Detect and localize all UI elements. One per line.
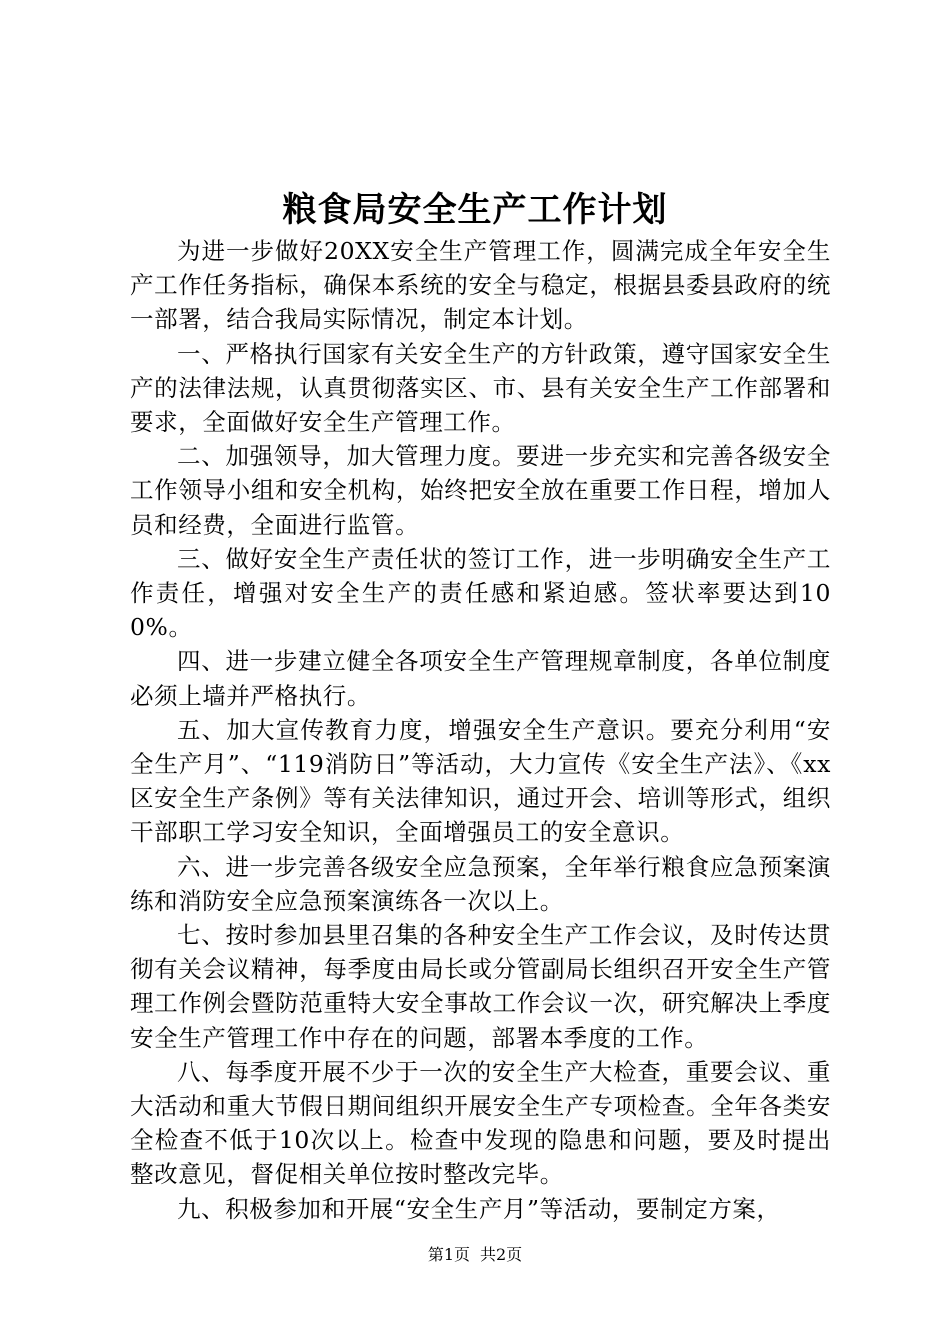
document-body [130,234,831,1226]
paragraph-item-8: 八、每季度开展不少于一次的安全生产大检查，重要会议、重大活动和重大节假日期间组织开展安全生产专项检查。全年各类安全检查不低于10次以上。检查中发现的隐患和问题，要及时提出整改意见，督促相关单位按时整改完毕。 [130,1057,831,1189]
page-footer [0,1244,950,1266]
paragraph-item-1: 一、严格执行国家有关安全生产的方针政策，遵守国家安全生产的法律法规，认真贯彻落实区、市、县有关安全生产工作部署和要求，全面做好安全生产管理工作。 [130,339,831,437]
paragraph-item-7: 七、按时参加县里召集的各种安全生产工作会议，及时传达贯彻有关会议精神，每季度由局长或分管副局长组织召开安全生产管理工作例会暨防范重特大安全事故工作会议一次，研究解决上季度安全生产管理工作中存在的问题，部署本季度的工作。 [130,921,831,1052]
page-number: 第1页 [427,1245,470,1264]
paragraph-item-9: 九、积极参加和开展“安全生产月”等活动，要制定方案， [177,1194,781,1223]
paragraph-item-2: 二、加强领导，加大管理力度。要进一步充实和完善各级安全工作领导小组和安全机构，始终把安全放在重要工作日程，增加人员和经费，全面进行监管。 [130,442,831,539]
paragraph-item-6: 六、进一步完善各级安全应急预案，全年举行粮食应急预案演练和消防安全应急预案演练各一次以上。 [130,852,831,915]
paragraph-item-3: 三、做好安全生产责任状的签订工作，进一步明确安全生产工作责任，增强对安全生产的责任感和紧迫感。签状率要达到100%。 [130,544,831,642]
paragraph-item-4: 四、进一步建立健全各项安全生产管理规章制度，各单位制度必须上墙并严格执行。 [130,647,831,710]
page-total: 共2页 [480,1245,523,1264]
paragraph-intro: 为进一步做好20XX安全生产管理工作，圆满完成全年安全生产工作任务指标，确保本系统的安全与稳定，根据县委县政府的统一部署，结合我局实际情况，制定本计划。 [130,237,831,334]
paragraph-item-5: 五、加大宣传教育力度，增强安全生产意识。要充分利用“安全生产月”、“119消防日”等活动，大力宣传《安全生产法》、《xx区安全生产条例》等有关法律知识，通过开会、培训等形式，组织干部职工学习安全知识，全面增强员工的安全意识。 [130,715,831,847]
document-title: 粮食局安全生产工作计划 [282,190,668,230]
